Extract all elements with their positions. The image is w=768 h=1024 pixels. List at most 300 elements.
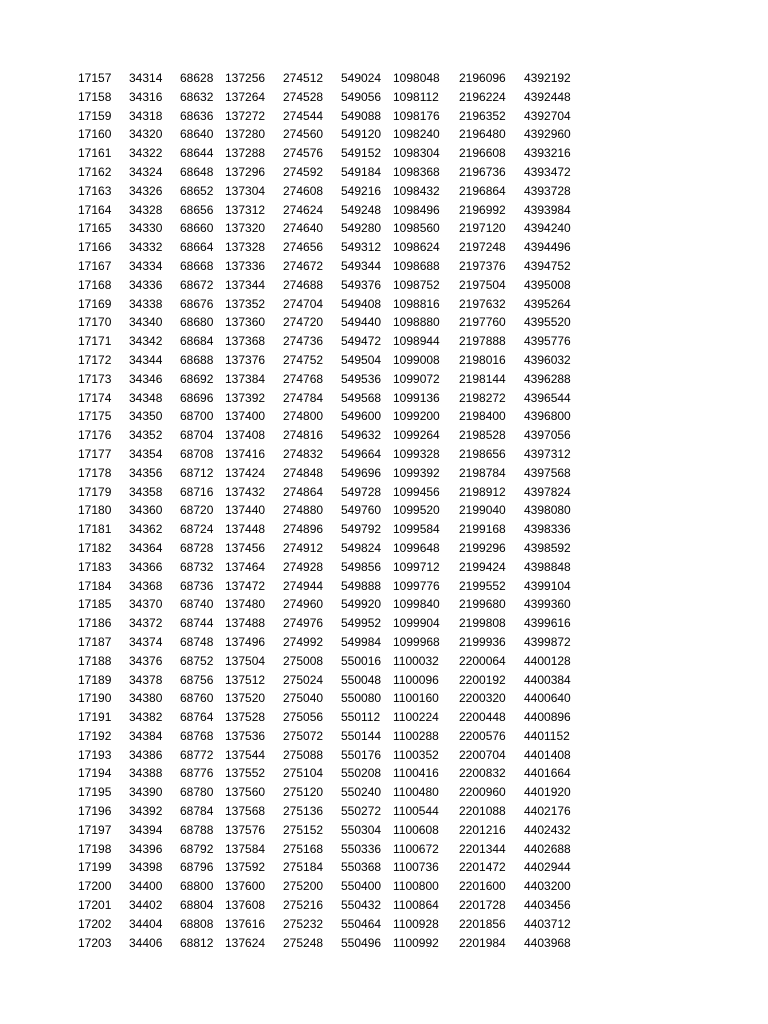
table-cell: 137608 (225, 898, 266, 913)
table-cell: 550048 (341, 672, 382, 687)
table-cell: 549344 (341, 258, 382, 273)
table-cell: 549376 (341, 277, 382, 292)
table-cell: 17180 (78, 503, 112, 518)
table-cell: 137352 (225, 296, 266, 311)
table-cell: 68636 (180, 108, 214, 123)
table-cell: 17185 (78, 597, 112, 612)
table-cell: 4402944 (524, 860, 571, 875)
table-row (0, 426, 768, 445)
table-cell: 17158 (78, 89, 112, 104)
table-cell: 274528 (283, 89, 324, 104)
table-cell: 17179 (78, 484, 112, 499)
table-row (0, 501, 768, 520)
table-cell: 34386 (129, 747, 163, 762)
table-cell: 1099584 (393, 522, 440, 537)
table-cell: 549152 (341, 146, 382, 161)
table-cell: 137504 (225, 653, 266, 668)
table-row (0, 201, 768, 220)
table-cell: 274912 (283, 540, 324, 555)
table-cell: 34382 (129, 710, 163, 725)
table-cell: 34352 (129, 428, 163, 443)
table-row (0, 633, 768, 652)
table-cell: 137560 (225, 785, 266, 800)
table-cell: 549664 (341, 446, 382, 461)
table-cell: 2201472 (459, 860, 506, 875)
table-cell: 4393216 (524, 146, 571, 161)
table-row (0, 821, 768, 840)
table-cell: 550272 (341, 804, 382, 819)
table-row (0, 107, 768, 126)
table-cell: 274848 (283, 465, 324, 480)
table-cell: 4398848 (524, 559, 571, 574)
table-cell: 137384 (225, 371, 266, 386)
table-cell: 2198144 (459, 371, 506, 386)
table-cell: 275008 (283, 653, 324, 668)
table-cell: 550368 (341, 860, 382, 875)
table-cell: 137600 (225, 879, 266, 894)
table-cell: 275248 (283, 935, 324, 950)
table-cell: 2199552 (459, 578, 506, 593)
table-cell: 274736 (283, 334, 324, 349)
table-cell: 17163 (78, 183, 112, 198)
table-cell: 274608 (283, 183, 324, 198)
table-cell: 2200576 (459, 728, 506, 743)
table-cell: 137264 (225, 89, 266, 104)
table-cell: 137368 (225, 334, 266, 349)
table-cell: 2201216 (459, 822, 506, 837)
table-cell: 17190 (78, 691, 112, 706)
table-cell: 68728 (180, 540, 214, 555)
table-cell: 4392960 (524, 127, 571, 142)
table-cell: 2199936 (459, 634, 506, 649)
table-cell: 2197760 (459, 315, 506, 330)
table-cell: 549120 (341, 127, 382, 142)
table-cell: 4392448 (524, 89, 571, 104)
table-cell: 1099136 (393, 390, 440, 405)
table-cell: 68664 (180, 240, 214, 255)
table-cell: 17161 (78, 146, 112, 161)
table-cell: 68704 (180, 428, 214, 443)
table-cell: 550112 (341, 710, 381, 725)
table-cell: 4401152 (524, 728, 570, 743)
table-cell: 68764 (180, 710, 214, 725)
table-cell: 1100288 (393, 728, 439, 743)
table-cell: 17186 (78, 616, 112, 631)
table-cell: 274512 (283, 71, 324, 85)
table-cell: 1099264 (393, 428, 440, 443)
table-cell: 2198656 (459, 446, 506, 461)
table-row (0, 671, 768, 690)
table-cell: 68724 (180, 522, 214, 537)
table-row (0, 182, 768, 201)
table-cell: 68740 (180, 597, 214, 612)
table-cell: 137448 (225, 522, 266, 537)
table-cell: 137480 (225, 597, 266, 612)
table-cell: 2196480 (459, 127, 506, 142)
table-cell: 17197 (78, 822, 112, 837)
table-cell: 2199040 (459, 503, 506, 518)
table-cell: 1099648 (393, 540, 440, 555)
table-cell: 550080 (341, 691, 382, 706)
table-cell: 549280 (341, 221, 382, 236)
table-cell: 2197888 (459, 334, 506, 349)
table-cell: 137520 (225, 691, 266, 706)
table-cell: 549568 (341, 390, 382, 405)
table-cell: 550016 (341, 653, 382, 668)
table-cell: 274944 (283, 578, 324, 593)
table-cell: 1098176 (393, 108, 440, 123)
table-cell: 2201856 (459, 916, 506, 931)
table-cell: 68784 (180, 804, 214, 819)
table-cell: 137376 (225, 352, 266, 367)
table-cell: 34350 (129, 409, 163, 424)
table-cell: 550304 (341, 822, 382, 837)
table-cell: 274832 (283, 446, 324, 461)
table-row (0, 520, 768, 539)
table-cell: 2199168 (459, 522, 506, 537)
table-cell: 34406 (129, 935, 163, 950)
table-row (0, 877, 768, 896)
table-cell: 137288 (225, 146, 266, 161)
table-cell: 34346 (129, 371, 163, 386)
table-cell: 2196992 (459, 202, 506, 217)
table-cell: 68712 (180, 465, 214, 480)
table-cell: 4396032 (524, 352, 571, 367)
table-row (0, 783, 768, 802)
table-cell: 68800 (180, 879, 214, 894)
table-cell: 17176 (78, 428, 112, 443)
table-cell: 68788 (180, 822, 214, 837)
table-row (0, 88, 768, 107)
table-cell: 1099776 (393, 578, 440, 593)
table-cell: 550176 (341, 747, 382, 762)
table-cell: 68780 (180, 785, 214, 800)
table-cell: 274720 (283, 315, 324, 330)
table-cell: 68660 (180, 221, 214, 236)
table-cell: 34330 (129, 221, 163, 236)
table-cell: 274864 (283, 484, 324, 499)
table-row (0, 389, 768, 408)
table-cell: 549536 (341, 371, 382, 386)
table-cell: 4403968 (524, 935, 571, 950)
table-cell: 4394240 (524, 221, 571, 236)
table-row (0, 445, 768, 464)
table-cell: 34324 (129, 164, 163, 179)
table-cell: 4400896 (524, 710, 571, 725)
table-cell: 137440 (225, 503, 266, 518)
table-cell: 4395520 (524, 315, 571, 330)
table-cell: 550208 (341, 766, 382, 781)
table-cell: 274768 (283, 371, 324, 386)
table-cell: 274896 (283, 522, 324, 537)
table-cell: 549088 (341, 108, 382, 123)
table-cell: 1099840 (393, 597, 440, 612)
table-cell: 68772 (180, 747, 214, 762)
table-cell: 549024 (341, 71, 382, 85)
table-cell: 17174 (78, 390, 112, 405)
table-cell: 68808 (180, 916, 214, 931)
table-cell: 2199296 (459, 540, 506, 555)
table-row (0, 464, 768, 483)
table-cell: 4396288 (524, 371, 571, 386)
table-cell: 34380 (129, 691, 163, 706)
table-cell: 68748 (180, 634, 214, 649)
table-cell: 4400640 (524, 691, 571, 706)
table-cell: 549728 (341, 484, 382, 499)
table-cell: 34404 (129, 916, 163, 931)
table-cell: 68652 (180, 183, 214, 198)
table-cell: 137536 (225, 728, 266, 743)
table-cell: 274880 (283, 503, 324, 518)
table-cell: 68696 (180, 390, 214, 405)
table-cell: 1100544 (393, 804, 439, 819)
table-cell: 4393728 (524, 183, 571, 198)
table-cell: 4393472 (524, 164, 571, 179)
table-row (0, 257, 768, 276)
table-cell: 68744 (180, 616, 214, 631)
table-cell: 34332 (129, 240, 163, 255)
table-cell: 1100864 (393, 898, 439, 913)
table-cell: 1098880 (393, 315, 440, 330)
table-cell: 34376 (129, 653, 163, 668)
table-cell: 68756 (180, 672, 214, 687)
table-cell: 2196736 (459, 164, 506, 179)
table-cell: 4399616 (524, 616, 571, 631)
table-cell: 4399360 (524, 597, 571, 612)
table-row (0, 614, 768, 633)
table-cell: 2196352 (459, 108, 506, 123)
table-cell: 34348 (129, 390, 163, 405)
table-cell: 4402176 (524, 804, 571, 819)
table-cell: 1099520 (393, 503, 440, 518)
table-cell: 550400 (341, 879, 382, 894)
number-table (0, 69, 768, 952)
table-cell: 4396544 (524, 390, 571, 405)
table-cell: 137256 (225, 71, 266, 85)
table-cell: 68732 (180, 559, 214, 574)
table-cell: 4394752 (524, 258, 571, 273)
table-cell: 137512 (225, 672, 266, 687)
table-cell: 2198400 (459, 409, 506, 424)
table-cell: 4397568 (524, 465, 571, 480)
table-cell: 549888 (341, 578, 382, 593)
table-cell: 17193 (78, 747, 112, 762)
table-cell: 2201728 (459, 898, 506, 913)
table-cell: 274928 (283, 559, 324, 574)
table-cell: 2201984 (459, 935, 506, 950)
table-cell: 34364 (129, 540, 163, 555)
table-cell: 4398080 (524, 503, 571, 518)
table-cell: 137456 (225, 540, 266, 555)
table-cell: 1099392 (393, 465, 440, 480)
table-cell: 34396 (129, 841, 163, 856)
table-cell: 17166 (78, 240, 112, 255)
table-cell: 274816 (283, 428, 324, 443)
table-cell: 17196 (78, 804, 112, 819)
table-cell: 2200192 (459, 672, 506, 687)
table-row (0, 238, 768, 257)
table-cell: 68792 (180, 841, 214, 856)
table-cell: 1098944 (393, 334, 440, 349)
table-cell: 550240 (341, 785, 382, 800)
table-cell: 549056 (341, 89, 382, 104)
table-cell: 1100096 (393, 672, 439, 687)
table-row (0, 708, 768, 727)
table-cell: 274784 (283, 390, 324, 405)
table-cell: 1098432 (393, 183, 440, 198)
table-cell: 4398336 (524, 522, 571, 537)
table-row (0, 351, 768, 370)
table-cell: 1100992 (393, 935, 439, 950)
table-cell: 68676 (180, 296, 214, 311)
table-cell: 34340 (129, 315, 163, 330)
table-cell: 275152 (283, 822, 324, 837)
table-cell: 17160 (78, 127, 112, 142)
table-cell: 34398 (129, 860, 163, 875)
table-cell: 17201 (78, 898, 112, 913)
table-cell: 549184 (341, 164, 382, 179)
table-cell: 549248 (341, 202, 382, 217)
table-cell: 2200960 (459, 785, 506, 800)
table-cell: 17171 (78, 334, 112, 349)
table-cell: 17165 (78, 221, 112, 236)
table-cell: 68720 (180, 503, 214, 518)
table-cell: 17192 (78, 728, 112, 743)
table-cell: 34334 (129, 258, 163, 273)
table-cell: 4398592 (524, 540, 571, 555)
table-cell: 1098816 (393, 296, 440, 311)
table-cell: 550336 (341, 841, 382, 856)
table-cell: 34392 (129, 804, 163, 819)
table-cell: 34366 (129, 559, 163, 574)
table-cell: 2198528 (459, 428, 506, 443)
table-cell: 2200064 (459, 653, 506, 668)
table-cell: 68628 (180, 71, 214, 85)
table-row (0, 689, 768, 708)
table-cell: 4395264 (524, 296, 571, 311)
table-cell: 137392 (225, 390, 266, 405)
table-cell: 4403712 (524, 916, 571, 931)
table-cell: 549632 (341, 428, 382, 443)
table-cell: 1098560 (393, 221, 440, 236)
table-cell: 1100672 (393, 841, 439, 856)
table-row (0, 934, 768, 953)
table-cell: 137320 (225, 221, 266, 236)
table-cell: 68804 (180, 898, 214, 913)
table-cell: 2197632 (459, 296, 506, 311)
table-cell: 1100736 (393, 860, 439, 875)
table-cell: 1099904 (393, 616, 440, 631)
table-cell: 549440 (341, 315, 382, 330)
table-cell: 17173 (78, 371, 112, 386)
table-row (0, 746, 768, 765)
table-cell: 68812 (180, 935, 214, 950)
table-cell: 275200 (283, 879, 324, 894)
table-cell: 4393984 (524, 202, 571, 217)
table-cell: 137312 (225, 202, 266, 217)
table-cell: 137344 (225, 277, 266, 292)
table-cell: 17168 (78, 277, 112, 292)
table-cell: 4403456 (524, 898, 571, 913)
table-cell: 274960 (283, 597, 324, 612)
table-row (0, 896, 768, 915)
table-cell: 2196608 (459, 146, 506, 161)
table-cell: 275088 (283, 747, 324, 762)
table-cell: 34370 (129, 597, 163, 612)
table-cell: 275056 (283, 710, 324, 725)
table-cell: 68684 (180, 334, 214, 349)
table-cell: 17157 (78, 71, 112, 85)
table-cell: 1098240 (393, 127, 440, 142)
table-cell: 34316 (129, 89, 163, 104)
table-cell: 137568 (225, 804, 266, 819)
table-cell: 2198272 (459, 390, 506, 405)
table-cell: 137496 (225, 634, 266, 649)
table-cell: 2201600 (459, 879, 506, 894)
table-cell: 275168 (283, 841, 324, 856)
table-cell: 2200320 (459, 691, 506, 706)
table-cell: 549984 (341, 634, 382, 649)
table-cell: 275072 (283, 728, 324, 743)
table-cell: 2200448 (459, 710, 506, 725)
table-cell: 17159 (78, 108, 112, 123)
table-cell: 275120 (283, 785, 324, 800)
table-cell: 17203 (78, 935, 112, 950)
table-cell: 137272 (225, 108, 266, 123)
table-cell: 1099008 (393, 352, 440, 367)
table-cell: 68776 (180, 766, 214, 781)
table-cell: 68640 (180, 127, 214, 142)
table-row (0, 144, 768, 163)
table-cell: 1098688 (393, 258, 440, 273)
table-cell: 34354 (129, 446, 163, 461)
table-cell: 274592 (283, 164, 324, 179)
table-cell: 2200832 (459, 766, 506, 781)
table-cell: 137552 (225, 766, 266, 781)
table-cell: 137400 (225, 409, 266, 424)
table-cell: 1100480 (393, 785, 439, 800)
table-cell: 137616 (225, 916, 266, 931)
table-cell: 4402432 (524, 822, 571, 837)
table-cell: 34358 (129, 484, 163, 499)
table-cell: 68680 (180, 315, 214, 330)
table-cell: 2199424 (459, 559, 506, 574)
table-cell: 137328 (225, 240, 266, 255)
table-cell: 2201088 (459, 804, 506, 819)
table-cell: 137424 (225, 465, 266, 480)
table-cell: 1099456 (393, 484, 440, 499)
table-cell: 137584 (225, 841, 266, 856)
table-cell: 68692 (180, 371, 214, 386)
table-cell: 275232 (283, 916, 324, 931)
table-cell: 68768 (180, 728, 214, 743)
table-row (0, 219, 768, 238)
table-cell: 34322 (129, 146, 163, 161)
table-cell: 1098624 (393, 240, 440, 255)
table-cell: 4400128 (524, 653, 571, 668)
table-cell: 4395008 (524, 277, 571, 292)
table-cell: 34384 (129, 728, 163, 743)
table-cell: 68632 (180, 89, 214, 104)
table-cell: 68656 (180, 202, 214, 217)
table-cell: 549600 (341, 409, 382, 424)
table-row (0, 332, 768, 351)
table-cell: 2196864 (459, 183, 506, 198)
table-cell: 137432 (225, 484, 266, 499)
table-cell: 274992 (283, 634, 324, 649)
table-cell: 549760 (341, 503, 382, 518)
table-cell: 34402 (129, 898, 163, 913)
